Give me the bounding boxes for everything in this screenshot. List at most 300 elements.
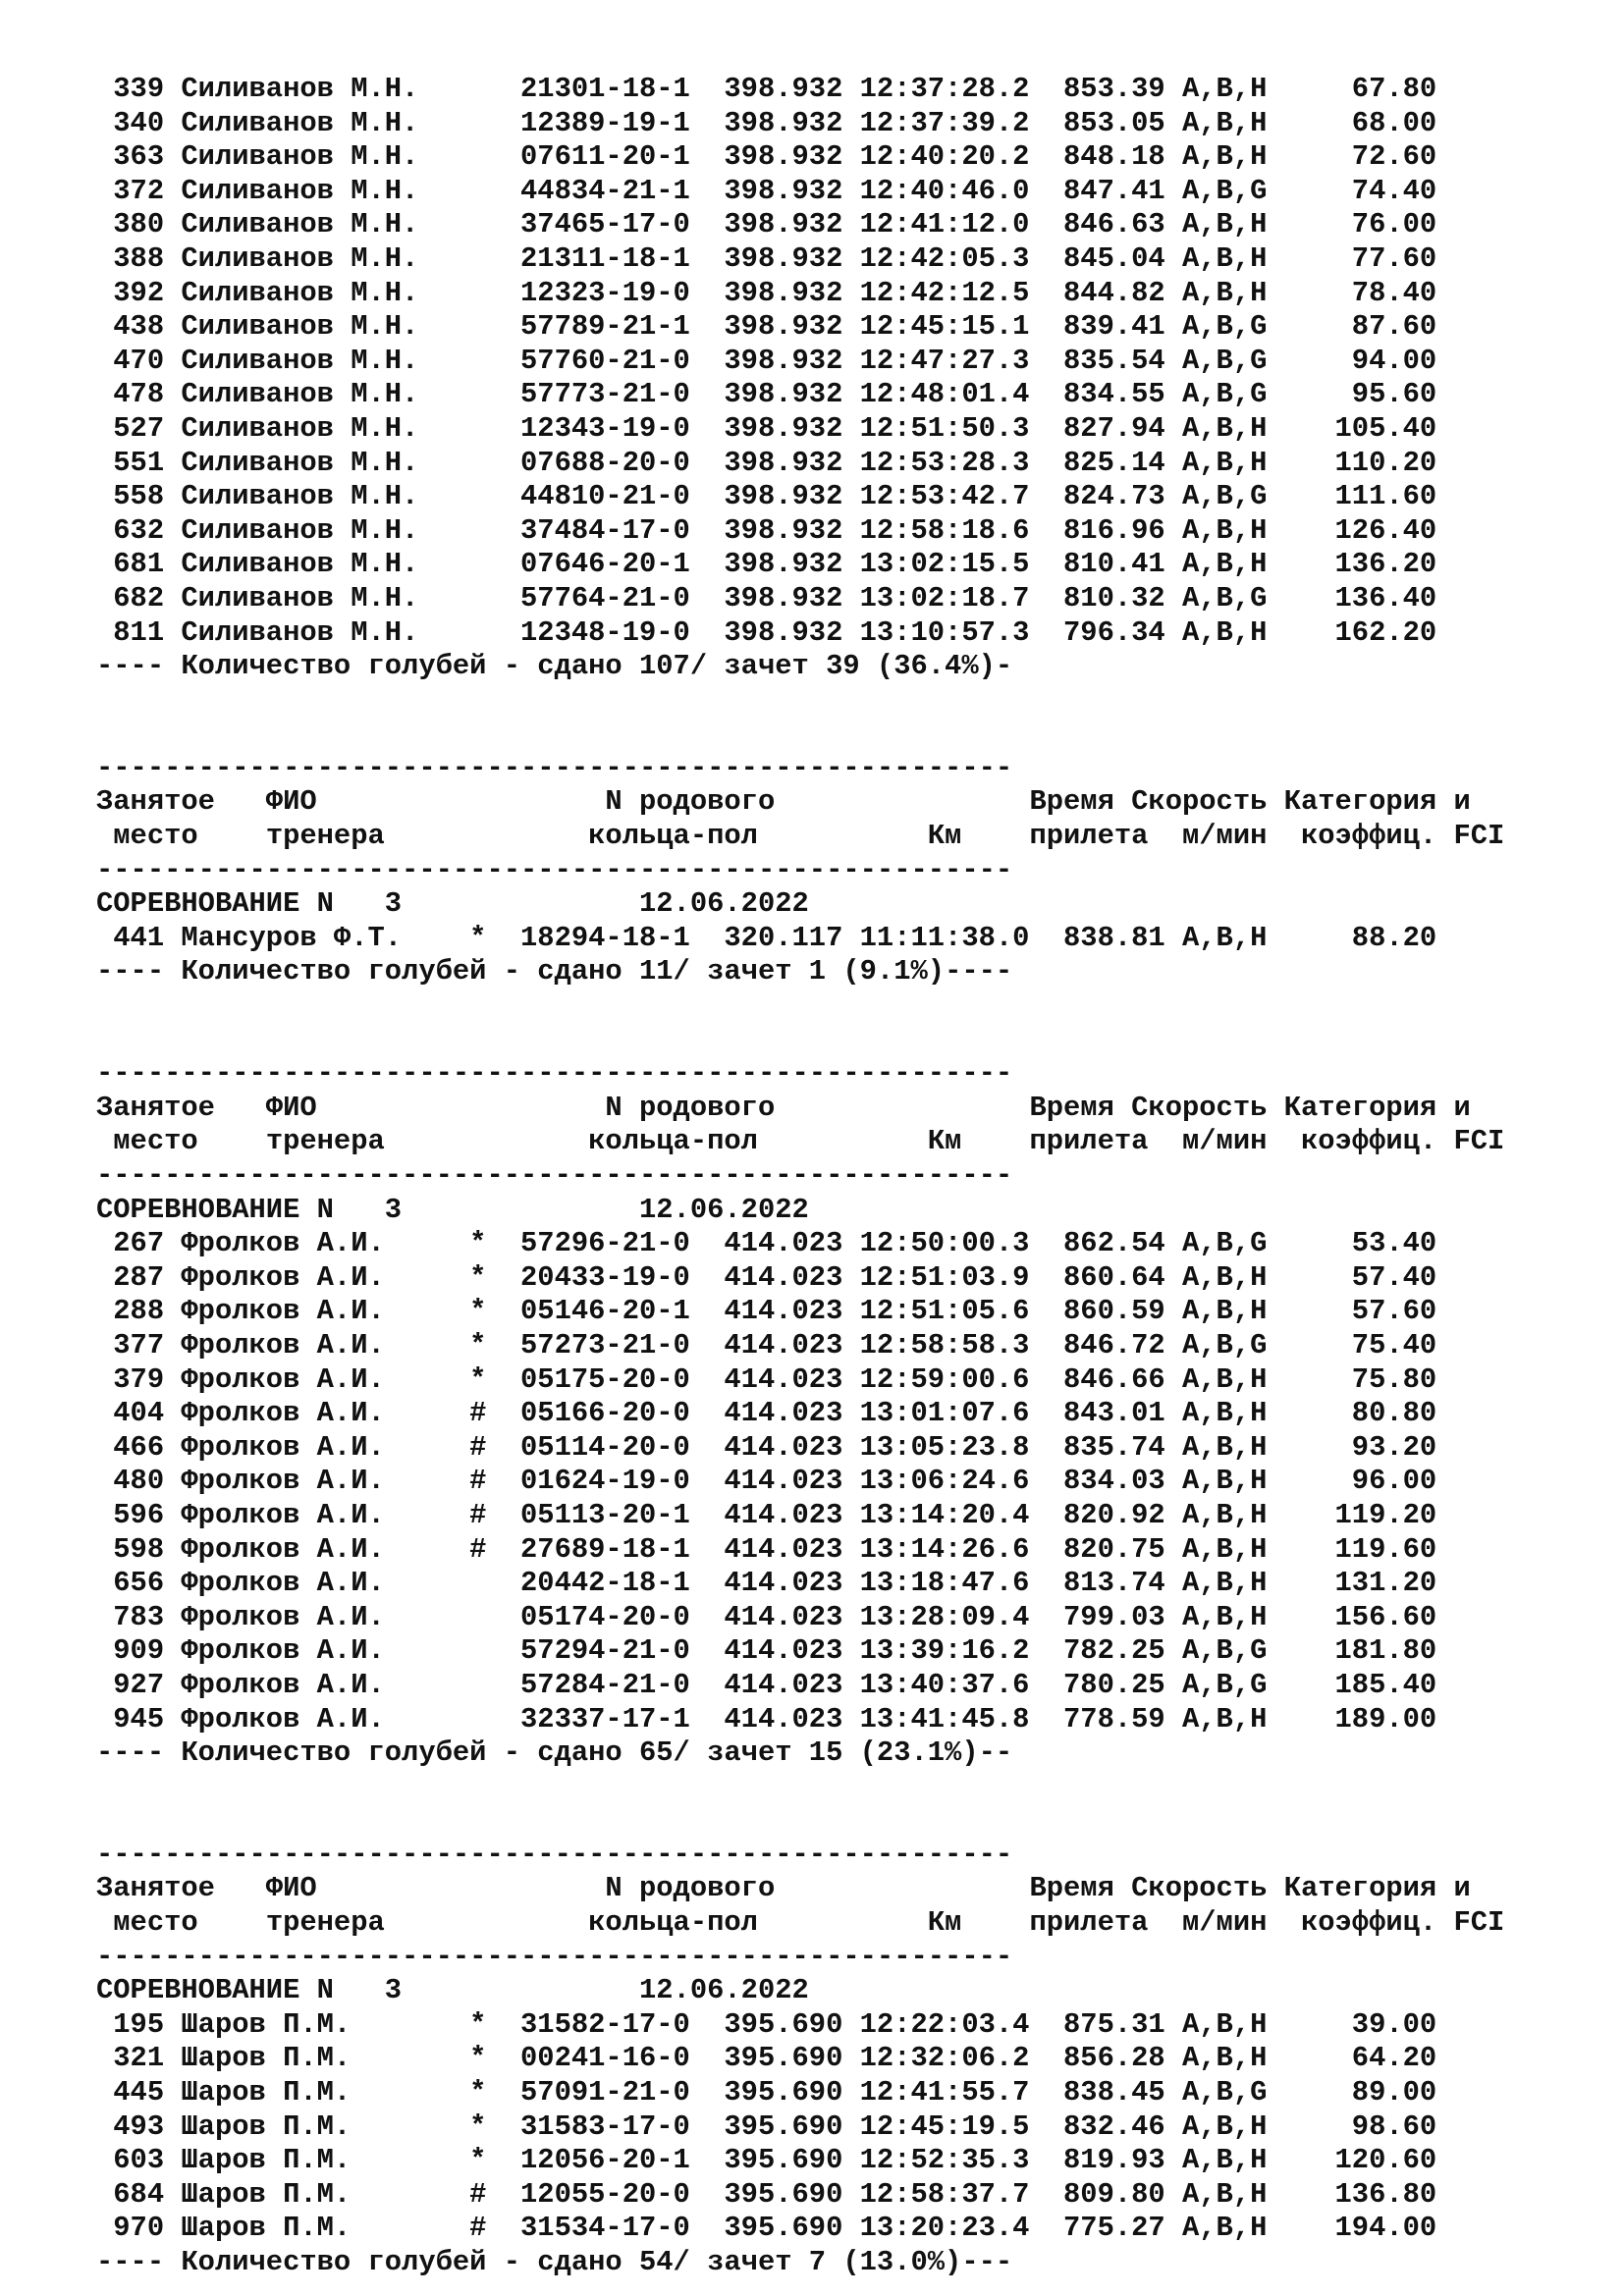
- place: 340: [96, 106, 182, 139]
- result-row: [96, 1601, 1504, 1635]
- trainer-name: Фролков А.И.: [181, 1600, 436, 1633]
- ring-number: 57294-21-0: [520, 1634, 725, 1668]
- place: 558: [96, 480, 182, 513]
- summary-dashes: --: [978, 1736, 1013, 1770]
- speed: 846.72: [1063, 1328, 1182, 1362]
- ring-number: 01624-19-0: [520, 1465, 725, 1498]
- distance-km: 414.023: [724, 1260, 860, 1294]
- distance-km: 414.023: [724, 1328, 860, 1362]
- ring-number: 57091-21-0: [520, 2076, 725, 2109]
- header-label: Занятое: [96, 1091, 249, 1124]
- category: A,B,H: [1182, 1430, 1268, 1464]
- place: 470: [96, 344, 182, 377]
- header-label: тренера: [265, 1125, 589, 1158]
- arrival-time: 12:58:37.7: [859, 2177, 1064, 2211]
- place: 527: [96, 411, 182, 445]
- header-label: м/мин: [1148, 1906, 1268, 1940]
- arrival-time: 12:32:06.2: [859, 2042, 1064, 2075]
- speed: 856.28: [1063, 2042, 1182, 2075]
- arrival-time: 12:51:05.6: [859, 1295, 1064, 1328]
- distance-km: 398.932: [724, 241, 860, 275]
- speed: 810.32: [1063, 581, 1182, 614]
- ring-number: 05146-20-1: [520, 1295, 725, 1328]
- fci-coefficient: 136.80: [1267, 2177, 1437, 2211]
- speed: 835.74: [1063, 1430, 1182, 1464]
- category: A,B,H: [1182, 2177, 1268, 2211]
- category: A,B,H: [1182, 615, 1268, 649]
- trainer-name: Фролков А.И.: [181, 1295, 436, 1328]
- fci-coefficient: 156.60: [1267, 1600, 1437, 1633]
- header-label: м/мин: [1148, 820, 1268, 853]
- distance-km: 398.932: [724, 411, 860, 445]
- result-row: [96, 345, 1504, 379]
- mark: [436, 1703, 520, 1737]
- place: 927: [96, 1668, 182, 1701]
- arrival-time: 13:02:15.5: [859, 548, 1064, 581]
- ring-number: 18294-18-1: [520, 921, 725, 954]
- result-row: [96, 1669, 1504, 1703]
- category: A,B,G: [1182, 310, 1268, 344]
- speed: 796.34: [1063, 615, 1182, 649]
- trainer-name: Фролков А.И.: [181, 1498, 436, 1531]
- category: A,B,H: [1182, 921, 1268, 954]
- distance-km: 395.690: [724, 2109, 860, 2143]
- ring-number: 05174-20-0: [520, 1600, 725, 1633]
- fci-coefficient: 136.40: [1267, 581, 1437, 614]
- arrival-time: 12:41:55.7: [859, 2076, 1064, 2109]
- place: 493: [96, 2109, 182, 2143]
- place: 480: [96, 1465, 182, 1498]
- arrival-time: 12:51:03.9: [859, 1260, 1064, 1294]
- category: A,B,H: [1182, 446, 1268, 479]
- header-label: прилета: [961, 1906, 1149, 1940]
- trainer-name: Силиванов М.Н.: [181, 276, 436, 309]
- result-row: [96, 277, 1504, 311]
- category: A,B,G: [1182, 581, 1268, 614]
- table-header-row-1: [96, 1872, 1504, 1906]
- trainer-name: Фролков А.И.: [181, 1328, 436, 1362]
- fci-coefficient: 74.40: [1267, 174, 1437, 207]
- arrival-time: 12:50:00.3: [859, 1227, 1064, 1260]
- result-row: [96, 582, 1504, 616]
- arrival-time: 12:47:27.3: [859, 344, 1064, 377]
- trainer-name: Силиванов М.Н.: [181, 548, 436, 581]
- trainer-name: Силиванов М.Н.: [181, 581, 436, 614]
- fci-coefficient: 189.00: [1267, 1702, 1437, 1735]
- arrival-time: 13:01:07.6: [859, 1397, 1064, 1430]
- arrival-time: 12:41:12.0: [859, 208, 1064, 241]
- arrival-time: 13:18:47.6: [859, 1567, 1064, 1600]
- trainer-name: Силиванов М.Н.: [181, 411, 436, 445]
- trainer-name: Фролков А.И.: [181, 1260, 436, 1294]
- result-row: [96, 2042, 1504, 2076]
- mark: #: [435, 1498, 521, 1531]
- speed: 844.82: [1063, 276, 1182, 309]
- competition-date: 12.06.2022: [639, 1193, 809, 1226]
- trainer-name: Силиванов М.Н.: [181, 310, 436, 344]
- ring-number: 57273-21-0: [520, 1328, 725, 1362]
- result-row: [96, 1227, 1504, 1261]
- fci-coefficient: 119.20: [1267, 1498, 1437, 1531]
- speed: 838.45: [1063, 2076, 1182, 2109]
- category: A,B,H: [1182, 2212, 1268, 2245]
- speed: 816.96: [1063, 513, 1182, 547]
- distance-km: 414.023: [724, 1430, 860, 1464]
- arrival-time: 13:41:45.8: [859, 1702, 1064, 1735]
- result-row: [96, 1431, 1504, 1466]
- distance-km: 395.690: [724, 2042, 860, 2075]
- speed: 834.03: [1063, 1465, 1182, 1498]
- category: A,B,H: [1182, 1498, 1268, 1531]
- result-row: [96, 1295, 1504, 1329]
- category: A,B,G: [1182, 378, 1268, 411]
- table-header-row-2: [96, 1125, 1504, 1159]
- distance-km: 414.023: [724, 1668, 860, 1701]
- fci-coefficient: 105.40: [1267, 411, 1437, 445]
- mark: *: [435, 1328, 521, 1362]
- fci-coefficient: 68.00: [1267, 106, 1437, 139]
- header-label: Время: [910, 785, 1114, 819]
- ring-number: 07646-20-1: [520, 548, 725, 581]
- arrival-time: 12:58:18.6: [859, 513, 1064, 547]
- trainer-name: Силиванов М.Н.: [181, 241, 436, 275]
- distance-km: 398.932: [724, 548, 860, 581]
- result-row: [96, 616, 1504, 651]
- header-label: прилета: [961, 820, 1149, 853]
- trainer-name: Шаров П.М.: [181, 2076, 436, 2109]
- speed: 834.55: [1063, 378, 1182, 411]
- fci-coefficient: 194.00: [1267, 2212, 1437, 2245]
- place: 598: [96, 1532, 182, 1566]
- category: A,B,H: [1182, 2109, 1268, 2143]
- trainer-name: Шаров П.М.: [181, 2212, 436, 2245]
- place: 404: [96, 1397, 182, 1430]
- distance-km: 414.023: [724, 1362, 860, 1396]
- mark: [436, 480, 520, 514]
- header-label: Категория и: [1267, 785, 1471, 819]
- distance-km: 398.932: [724, 106, 860, 139]
- dash-rule: ------------------------------------------------------: [96, 853, 1013, 886]
- place: 288: [96, 1295, 182, 1328]
- speed: 835.54: [1063, 344, 1182, 377]
- summary-text: ---- Количество голубей - сдано 11/ зачет 1 (9.1%): [96, 955, 946, 988]
- header-label: коэффиц. FCI: [1267, 820, 1505, 853]
- mark: [436, 242, 520, 277]
- ring-number: 37484-17-0: [520, 513, 725, 547]
- trainer-name: Фролков А.И.: [181, 1397, 436, 1430]
- summary-line: [96, 1736, 1504, 1771]
- trainer-name: Силиванов М.Н.: [181, 208, 436, 241]
- mark: [436, 514, 520, 549]
- table-header-row-1: [96, 785, 1504, 820]
- place: 596: [96, 1498, 182, 1531]
- arrival-time: 13:10:57.3: [859, 615, 1064, 649]
- mark: #: [435, 2177, 521, 2211]
- speed: 846.66: [1063, 1362, 1182, 1396]
- fci-coefficient: 95.60: [1267, 378, 1437, 411]
- section-gap: [96, 684, 1504, 752]
- header-label: ФИО: [248, 1091, 589, 1124]
- trainer-name: Шаров П.М.: [181, 2007, 436, 2041]
- arrival-time: 13:28:09.4: [859, 1600, 1064, 1633]
- header-label: коэффиц. FCI: [1267, 1906, 1505, 1940]
- speed: 820.75: [1063, 1532, 1182, 1566]
- table-header-row-2: [96, 820, 1504, 854]
- mark: [436, 1567, 520, 1601]
- competition-label: СОРЕВНОВАНИЕ N 3: [96, 1974, 639, 2007]
- mark: #: [435, 1430, 521, 1464]
- result-row: [96, 1465, 1504, 1499]
- ring-number: 05175-20-0: [520, 1362, 725, 1396]
- distance-km: 414.023: [724, 1397, 860, 1430]
- section-gap: [96, 1771, 1504, 1839]
- header-label: Время: [910, 1872, 1114, 1905]
- distance-km: 414.023: [724, 1634, 860, 1668]
- header-label: N родового: [588, 1872, 911, 1905]
- place: 372: [96, 174, 182, 207]
- speed: 838.81: [1063, 921, 1182, 954]
- fci-coefficient: 185.40: [1267, 1668, 1437, 1701]
- arrival-time: 13:14:26.6: [859, 1532, 1064, 1566]
- mark: [436, 616, 520, 651]
- ring-number: 57284-21-0: [520, 1668, 725, 1701]
- trainer-name: Фролков А.И.: [181, 1702, 436, 1735]
- dash-rule: ------------------------------------------------------: [96, 751, 1013, 784]
- result-row: [96, 1363, 1504, 1398]
- fci-coefficient: 57.60: [1267, 1295, 1437, 1328]
- category: A,B,H: [1182, 2144, 1268, 2177]
- competition-label: СОРЕВНОВАНИЕ N 3: [96, 887, 639, 921]
- speed: 780.25: [1063, 1668, 1182, 1701]
- distance-km: 398.932: [724, 480, 860, 513]
- header-label: Км: [791, 820, 962, 853]
- fci-coefficient: 76.00: [1267, 208, 1437, 241]
- header-label: ФИО: [248, 1872, 589, 1905]
- result-row: [96, 1634, 1504, 1669]
- ring-number: 07688-20-0: [520, 446, 725, 479]
- fci-coefficient: 93.20: [1267, 1430, 1437, 1464]
- header-label: ФИО: [248, 785, 589, 819]
- trainer-name: Силиванов М.Н.: [181, 73, 436, 105]
- mark: [436, 277, 520, 311]
- header-label: тренера: [265, 1906, 589, 1940]
- category: A,B,H: [1182, 2007, 1268, 2041]
- distance-km: 414.023: [724, 1532, 860, 1566]
- category: A,B,G: [1182, 174, 1268, 207]
- dash-rule: ------------------------------------------------------: [96, 1057, 1013, 1091]
- trainer-name: Фролков А.И.: [181, 1430, 436, 1464]
- category: A,B,H: [1182, 106, 1268, 139]
- ring-number: 21311-18-1: [520, 241, 725, 275]
- arrival-time: 12:40:46.0: [859, 174, 1064, 207]
- place: 551: [96, 446, 182, 479]
- fci-coefficient: 72.60: [1267, 140, 1437, 174]
- header-label: место: [96, 820, 266, 853]
- ring-number: 31534-17-0: [520, 2212, 725, 2245]
- ring-number: 12343-19-0: [520, 411, 725, 445]
- place: 379: [96, 1362, 182, 1396]
- arrival-time: 12:53:42.7: [859, 480, 1064, 513]
- speed: 843.01: [1063, 1397, 1182, 1430]
- result-row: [96, 1329, 1504, 1363]
- trainer-name: Фролков А.И.: [181, 1668, 436, 1701]
- mark: #: [435, 1532, 521, 1566]
- category: A,B,H: [1182, 73, 1268, 105]
- fci-coefficient: 94.00: [1267, 344, 1437, 377]
- arrival-time: 12:42:05.3: [859, 241, 1064, 275]
- fci-coefficient: 162.20: [1267, 615, 1437, 649]
- fci-coefficient: 110.20: [1267, 446, 1437, 479]
- mark: *: [435, 1227, 521, 1260]
- arrival-time: 13:02:18.7: [859, 581, 1064, 614]
- result-row: [96, 514, 1504, 549]
- ring-number: 12323-19-0: [520, 276, 725, 309]
- header-label: N родового: [588, 1091, 911, 1124]
- place: 656: [96, 1567, 182, 1600]
- result-row: [96, 1533, 1504, 1568]
- trainer-name: Силиванов М.Н.: [181, 446, 436, 479]
- result-row: [96, 175, 1504, 209]
- speed: 825.14: [1063, 446, 1182, 479]
- ring-number: 05113-20-1: [520, 1498, 725, 1531]
- arrival-time: 12:59:00.6: [859, 1362, 1064, 1396]
- fci-coefficient: 88.20: [1267, 921, 1437, 954]
- arrival-time: 13:39:16.2: [859, 1634, 1064, 1668]
- distance-km: 320.117: [724, 921, 860, 954]
- ring-number: 12348-19-0: [520, 615, 725, 649]
- mark: [436, 1601, 520, 1635]
- competition-line: [96, 887, 1504, 922]
- result-row: [96, 548, 1504, 582]
- ring-number: 37465-17-0: [520, 208, 725, 241]
- fci-coefficient: 78.40: [1267, 276, 1437, 309]
- summary-dashes: -: [995, 650, 1013, 683]
- speed: 775.27: [1063, 2212, 1182, 2245]
- speed: 853.39: [1063, 73, 1182, 105]
- place: 392: [96, 276, 182, 309]
- category: A,B,H: [1182, 208, 1268, 241]
- speed: 824.73: [1063, 480, 1182, 513]
- mark: *: [435, 1260, 521, 1294]
- speed: 848.18: [1063, 140, 1182, 174]
- fci-coefficient: 75.80: [1267, 1362, 1437, 1396]
- fci-coefficient: 98.60: [1267, 2109, 1437, 2143]
- header-label: Занятое: [96, 1872, 249, 1905]
- distance-km: 398.932: [724, 513, 860, 547]
- trainer-name: Фролков А.И.: [181, 1532, 436, 1566]
- header-label: Время: [910, 1091, 1114, 1124]
- speed: 860.64: [1063, 1260, 1182, 1294]
- distance-km: 414.023: [724, 1295, 860, 1328]
- arrival-time: 12:52:35.3: [859, 2144, 1064, 2177]
- category: A,B,H: [1182, 140, 1268, 174]
- trainer-name: Шаров П.М.: [181, 2177, 436, 2211]
- speed: 860.59: [1063, 1295, 1182, 1328]
- header-label: Занятое: [96, 785, 249, 819]
- trainer-name: Силиванов М.Н.: [181, 174, 436, 207]
- speed: 782.25: [1063, 1634, 1182, 1668]
- place: 970: [96, 2212, 182, 2245]
- category: A,B,H: [1182, 1702, 1268, 1735]
- place: 377: [96, 1328, 182, 1362]
- mark: *: [435, 2042, 521, 2075]
- result-row: [96, 1703, 1504, 1737]
- competition-label: СОРЕВНОВАНИЕ N 3: [96, 1193, 639, 1226]
- arrival-time: 13:40:37.6: [859, 1668, 1064, 1701]
- arrival-time: 12:40:20.2: [859, 140, 1064, 174]
- place: 945: [96, 1702, 182, 1735]
- table-header-row-1: [96, 1092, 1504, 1126]
- distance-km: 398.932: [724, 208, 860, 241]
- fci-coefficient: 77.60: [1267, 241, 1437, 275]
- speed: 799.03: [1063, 1600, 1182, 1633]
- category: A,B,G: [1182, 344, 1268, 377]
- place: 445: [96, 2076, 182, 2109]
- arrival-time: 12:53:28.3: [859, 446, 1064, 479]
- results-document: [96, 73, 1504, 2280]
- mark: [436, 175, 520, 209]
- mark: *: [435, 1295, 521, 1328]
- mark: #: [435, 1465, 521, 1498]
- place: 321: [96, 2042, 182, 2075]
- ring-number: 05114-20-0: [520, 1430, 725, 1464]
- result-row: [96, 2178, 1504, 2213]
- trainer-name: Силиванов М.Н.: [181, 615, 436, 649]
- result-row: [96, 1499, 1504, 1533]
- ring-number: 32337-17-1: [520, 1702, 725, 1735]
- trainer-name: Силиванов М.Н.: [181, 344, 436, 377]
- speed: 813.74: [1063, 1567, 1182, 1600]
- result-row: [96, 208, 1504, 242]
- distance-km: 414.023: [724, 1702, 860, 1735]
- category: A,B,H: [1182, 2042, 1268, 2075]
- mark: [436, 447, 520, 481]
- result-row: [96, 73, 1504, 107]
- place: 681: [96, 548, 182, 581]
- category: A,B,H: [1182, 1260, 1268, 1294]
- place: 909: [96, 1634, 182, 1668]
- mark: *: [435, 921, 521, 954]
- mark: [436, 582, 520, 616]
- competition-line: [96, 1974, 1504, 2008]
- dash-rule: ------------------------------------------------------: [96, 1159, 1013, 1192]
- header-label: Категория и: [1267, 1872, 1471, 1905]
- trainer-name: Фролков А.И.: [181, 1465, 436, 1498]
- distance-km: 414.023: [724, 1567, 860, 1600]
- result-row: [96, 242, 1504, 277]
- ring-number: 20433-19-0: [520, 1260, 725, 1294]
- speed: 847.41: [1063, 174, 1182, 207]
- category: A,B,H: [1182, 1600, 1268, 1633]
- fci-coefficient: 119.60: [1267, 1532, 1437, 1566]
- distance-km: 395.690: [724, 2076, 860, 2109]
- ring-number: 12389-19-1: [520, 106, 725, 139]
- place: 267: [96, 1227, 182, 1260]
- distance-km: 398.932: [724, 310, 860, 344]
- header-label: место: [96, 1125, 266, 1158]
- arrival-time: 12:37:28.2: [859, 73, 1064, 105]
- speed: 839.41: [1063, 310, 1182, 344]
- summary-line: [96, 650, 1504, 684]
- mark: [436, 548, 520, 582]
- fci-coefficient: 96.00: [1267, 1465, 1437, 1498]
- distance-km: 414.023: [724, 1227, 860, 1260]
- mark: [436, 1669, 520, 1703]
- result-row: [96, 2110, 1504, 2145]
- mark: [436, 378, 520, 412]
- category: A,B,H: [1182, 1532, 1268, 1566]
- distance-km: 398.932: [724, 276, 860, 309]
